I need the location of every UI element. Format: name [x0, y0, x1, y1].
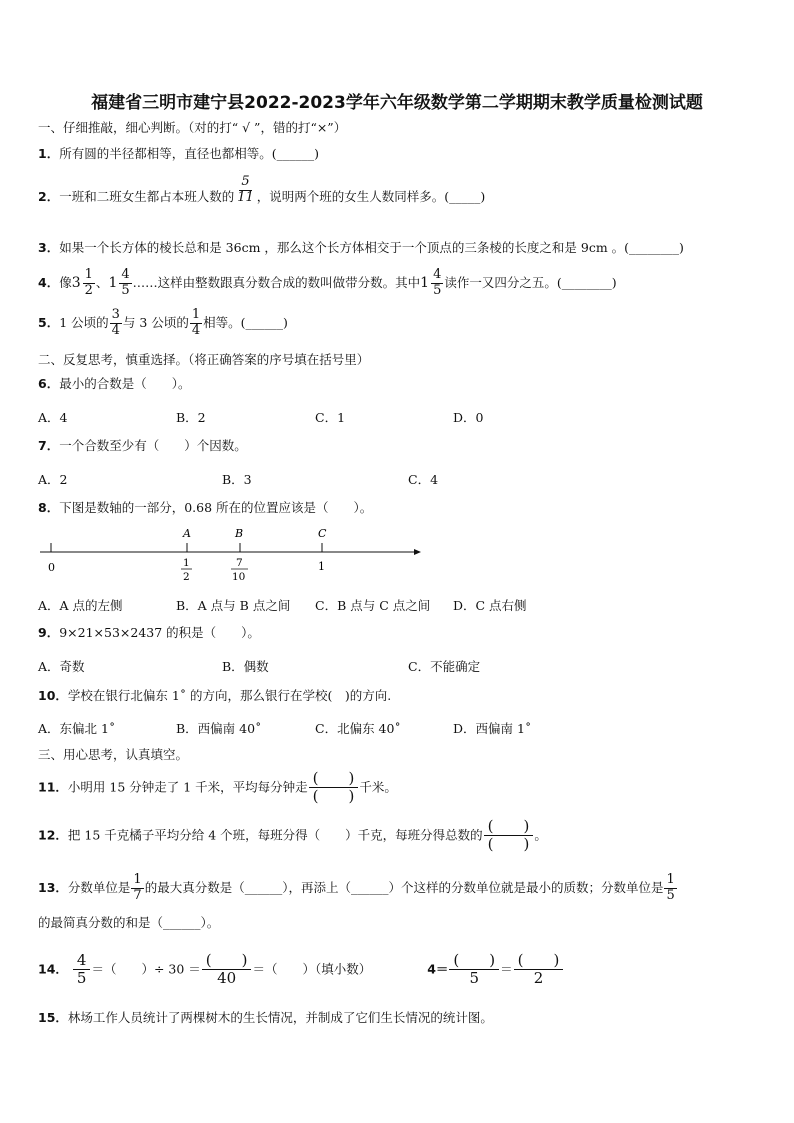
option-b[interactable]: B．3	[222, 472, 252, 487]
section-2-heading: 二、反复思考，慎重选择。（将正确答案的序号填在括号里）	[38, 352, 370, 367]
label-zero: 0	[48, 561, 55, 574]
question-10: 10．学校在银行北偏东 1˚ 的方向，那么银行在学校( )的方向.	[38, 688, 392, 703]
section-1-heading: 一、仔细推敲，细心判断。（对的打“ √ ”，错的打“×”）	[38, 120, 347, 135]
option-c[interactable]: C．1	[315, 410, 346, 425]
label-b-num: 7	[236, 557, 243, 569]
option-c[interactable]: C．B 点与 C 点之间	[315, 598, 431, 613]
option-a[interactable]: A．A 点的左侧	[38, 598, 123, 613]
arrow-head-icon	[414, 549, 421, 555]
page-title: 福建省三明市建宁县2022-2023学年六年级数学第二学期期末教学质量检测试题	[91, 93, 703, 113]
fraction: $\frac{1}{4}$	[191, 307, 201, 338]
label-c: C	[318, 527, 327, 540]
mixed-number: 3 $\frac{1}{2}$	[71, 267, 93, 298]
option-b[interactable]: B．2	[176, 410, 206, 425]
fraction: $\frac{1}{7}$	[133, 872, 142, 903]
option-a[interactable]: A．东偏北 1˚	[38, 721, 116, 736]
question-13: 13．分数单位是 $\frac{1}{7}$ 的最大真分数是（______），再添上（______）个这样的分数单位就是最小的质数；分数单位是 $\frac{1}{5}$	[38, 872, 675, 903]
label-b-den: 10	[232, 571, 246, 583]
option-d[interactable]: D．0	[453, 410, 484, 425]
option-d[interactable]: D．C 点右侧	[453, 598, 527, 613]
question-13-continued: 的最简真分数的和是（______）。	[38, 915, 220, 930]
fraction-blank[interactable]: $\frac{( )}{( )}$	[309, 770, 359, 806]
question-14: 14． $\frac{4}{5}$ ＝（ ）÷ 30 ＝ $\frac{( )}{40}$ ＝（ ）（填小数） 4＝ $\frac{( )}{5}$ ＝ $\frac{( )}{2}$	[38, 952, 564, 988]
question-11: 11．小明用 15 分钟走了 1 千米，平均每分钟走 $\frac{( )}{( )}$ 千米。	[38, 769, 397, 806]
option-a[interactable]: A．4	[38, 410, 68, 425]
fraction-blank[interactable]: $\frac{( )}{2}$	[514, 952, 564, 988]
question-6: 6．最小的合数是（ ）。	[38, 376, 191, 391]
question-15: 15．林场工作人员统计了两棵树木的生长情况，并制成了它们生长情况的统计图。	[38, 1010, 493, 1025]
option-a[interactable]: A．奇数	[38, 659, 85, 674]
option-d[interactable]: D．西偏南 1˚	[453, 721, 532, 736]
label-one: 1	[318, 560, 325, 573]
question-12: 12．把 15 千克橘子平均分给 4 个班，每班分得（ ）千克，每班分得总数的 $\frac{( )}{( )}$ 。	[38, 817, 547, 854]
fraction: $\frac{3}{4}$	[111, 307, 120, 338]
option-b[interactable]: B．西偏南 40˚	[176, 721, 262, 736]
mixed-number: 1 $\frac{4}{5}$	[420, 267, 442, 298]
section-3-heading: 三、用心思考，认真填空。	[38, 747, 189, 762]
fraction-blank[interactable]: $\frac{( )}{5}$	[449, 952, 499, 988]
fraction: $\frac{1}{5}$	[666, 872, 675, 903]
question-5: 5．1 公顷的 $\frac{3}{4}$ 与 3 公顷的 $\frac{1}{4}$ 相等。(______)	[38, 307, 288, 338]
label-a: A	[183, 527, 191, 540]
question-9: 9．9×21×53×2437 的积是（ ）。	[38, 625, 260, 640]
question-7: 7．一个合数至少有（ ）个因数。	[38, 438, 247, 453]
question-4: 4．像 3 $\frac{1}{2}$ 、 1 $\frac{4}{5}$ ……这样由整数跟真分数合成的数叫做带分数。其中 1 $\frac{4}{5}$ 读作一又四分之五。(________)	[38, 267, 617, 298]
mixed-number: 1 $\frac{4}{5}$	[108, 267, 130, 298]
option-b[interactable]: B．A 点与 B 点之间	[176, 598, 291, 613]
option-c[interactable]: C．北偏东 40˚	[315, 721, 401, 736]
fraction: $\frac{5}{11}$	[237, 174, 254, 205]
fraction: $\frac{4}{5}$	[73, 952, 91, 988]
option-a[interactable]: A．2	[38, 472, 68, 487]
label-b: B	[235, 527, 244, 540]
label-half-den: 2	[183, 571, 190, 583]
label-half-num: 1	[183, 557, 190, 569]
question-1: 1．所有圆的半径都相等，直径也都相等。(______)	[38, 146, 319, 161]
option-b[interactable]: B．偶数	[222, 659, 269, 674]
question-3: 3．如果一个长方体的棱长总和是 36cm ，那么这个长方体相交于一个顶点的三条棱的长度之和是 9cm 。(________)	[38, 240, 684, 255]
option-c[interactable]: C．不能确定	[408, 659, 481, 674]
option-c[interactable]: C．4	[408, 472, 439, 487]
question-8: 8．下图是数轴的一部分，0.68 所在的位置应该是（ ）。	[38, 500, 373, 515]
fraction-blank[interactable]: $\frac{( )}{40}$	[202, 952, 252, 988]
question-2: 2．一班和二班女生都占本班人数的 $\frac{5}{11}$ ，说明两个班的女生人数同样多。(_____)	[38, 174, 486, 205]
fraction-blank[interactable]: $\frac{( )}{( )}$	[484, 818, 534, 854]
